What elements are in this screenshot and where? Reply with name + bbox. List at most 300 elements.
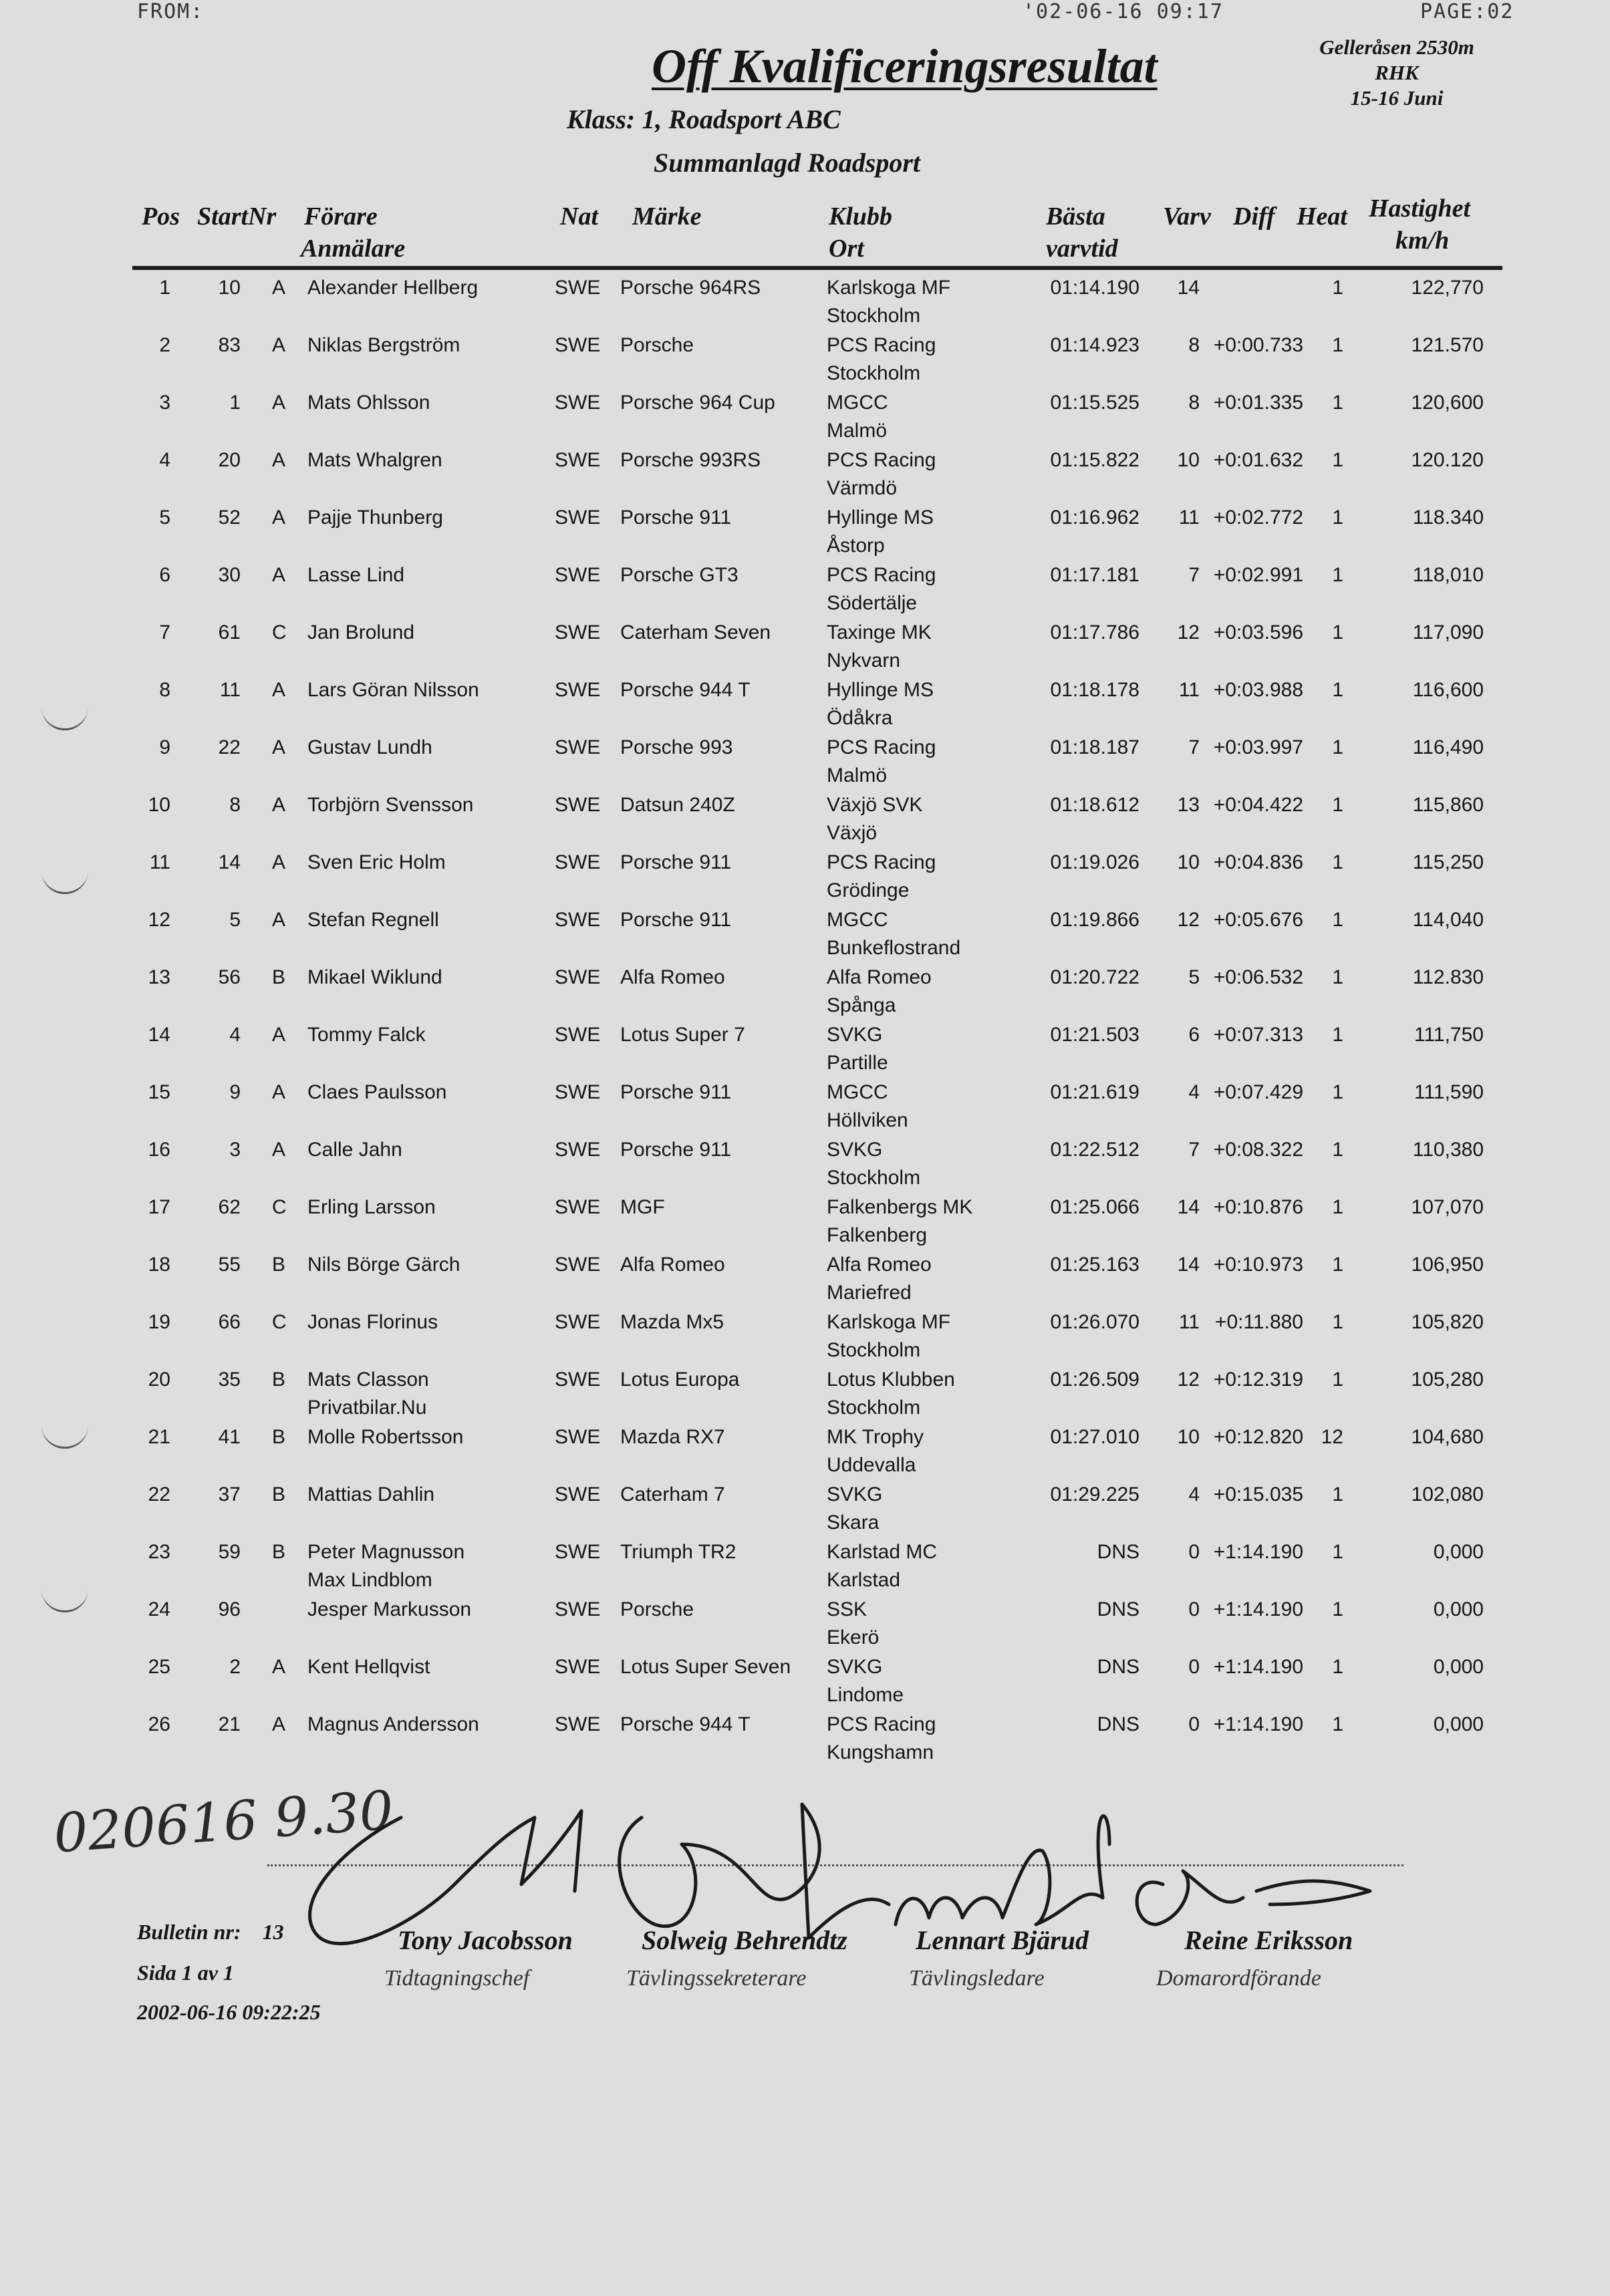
cell-car: Porsche 911: [620, 1081, 732, 1103]
cell-pos: 21: [148, 1426, 170, 1448]
cell-nat: SWE: [555, 736, 601, 758]
col-basta: Bästa: [1046, 202, 1105, 231]
table-row: [0, 619, 1610, 676]
cell-startnr: 11: [219, 679, 241, 701]
col-varvtid: varvtid: [1046, 235, 1118, 263]
cell-town: Lindome: [827, 1684, 904, 1706]
table-row: [0, 1653, 1610, 1711]
table-row: [0, 504, 1610, 561]
cell-heat: 12: [1321, 1426, 1343, 1448]
cell-car: Triumph TR2: [620, 1541, 736, 1563]
cell-heat: 1: [1332, 1541, 1343, 1563]
fax-datetime: '02-06-16 09:17: [1023, 0, 1224, 23]
cell-diff: +0:01.335: [1213, 392, 1303, 414]
venue-name: Gelleråsen 2530m: [1319, 35, 1474, 59]
cell-pos: 1: [159, 277, 170, 299]
cell-speed: 111,590: [1414, 1081, 1484, 1103]
cell-diff: +1:14.190: [1213, 1598, 1303, 1620]
cell-laps: 10: [1177, 851, 1200, 873]
cell-laps: 14: [1177, 1254, 1200, 1276]
cell-nat: SWE: [555, 621, 601, 643]
col-startnr: StartNr: [197, 202, 277, 231]
cell-car: Porsche 964RS: [620, 277, 761, 299]
cell-town: Kungshamn: [827, 1741, 934, 1763]
cell-car: Datsun 240Z: [620, 794, 735, 816]
cell-startnr: 35: [218, 1369, 241, 1391]
cell-town: Malmö: [827, 420, 888, 442]
cell-diff: +0:12.820: [1213, 1426, 1303, 1448]
cell-heat: 1: [1332, 449, 1343, 471]
bulletin-printed: 2002-06-16 09:22:25: [137, 2000, 321, 2024]
cell-startnr: 20: [218, 449, 241, 471]
cell-pos: 25: [148, 1656, 170, 1678]
cell-pos: 9: [159, 736, 170, 758]
class-line: Klass: 1, Roadsport ABC: [567, 104, 841, 134]
cell-club: Falkenbergs MK: [827, 1196, 973, 1218]
cell-heat: 1: [1332, 736, 1343, 758]
cell-town: Grödinge: [827, 879, 910, 901]
cell-best-lap: 01:20.722: [1050, 966, 1139, 988]
cell-town: Värmdö: [827, 477, 898, 499]
cell-car: MGF: [620, 1196, 665, 1218]
cell-diff: +1:14.190: [1213, 1656, 1303, 1678]
cell-nat: SWE: [555, 564, 601, 586]
cell-speed: 102,080: [1411, 1483, 1484, 1505]
cell-car: Mazda RX7: [620, 1426, 725, 1448]
cell-class: A: [272, 1656, 286, 1678]
cell-driver: Calle Jahn: [307, 1139, 402, 1161]
cell-nat: SWE: [555, 1081, 601, 1103]
cell-car: Lotus Super Seven: [620, 1656, 791, 1678]
col-kmh: km/h: [1395, 227, 1450, 255]
cell-heat: 1: [1332, 1656, 1343, 1678]
cell-best-lap: 01:18.612: [1050, 794, 1139, 816]
cell-nat: SWE: [555, 1713, 601, 1735]
cell-town: Falkenberg: [827, 1224, 928, 1246]
cell-pos: 14: [148, 1024, 170, 1046]
cell-club: Alfa Romeo: [827, 1254, 932, 1276]
table-row: [0, 1079, 1610, 1136]
cell-laps: 11: [1178, 679, 1200, 701]
cell-club: SVKG: [827, 1024, 883, 1046]
cell-car: Porsche GT3: [620, 564, 739, 586]
cell-diff: +0:03.596: [1213, 621, 1303, 643]
bulletin-page: Sida 1 av 1: [137, 1961, 234, 1985]
cell-club: Taxinge MK: [827, 621, 932, 643]
cell-diff: +0:05.676: [1213, 909, 1303, 931]
cell-laps: 11: [1178, 1311, 1200, 1333]
cell-club: PCS Racing: [827, 851, 936, 873]
cell-heat: 1: [1332, 1311, 1343, 1333]
cell-best-lap: 01:19.866: [1050, 909, 1139, 931]
table-row: [0, 964, 1610, 1021]
cell-town: Malmö: [827, 764, 888, 786]
col-nat: Nat: [560, 202, 598, 231]
cell-town: Partille: [827, 1052, 888, 1074]
cell-best-lap: 01:14.923: [1050, 334, 1139, 356]
table-row: [0, 1366, 1610, 1423]
cell-diff: +0:15.035: [1213, 1483, 1303, 1505]
cell-diff: +0:06.532: [1213, 966, 1303, 988]
table-row: [0, 1251, 1610, 1308]
cell-speed: 118,010: [1412, 564, 1484, 586]
cell-laps: 8: [1188, 334, 1200, 356]
cell-town: Ödåkra: [827, 707, 893, 729]
cell-class: B: [272, 966, 286, 988]
cell-best-lap: 01:25.163: [1050, 1254, 1139, 1276]
cell-town: Spånga: [827, 994, 896, 1016]
cell-heat: 1: [1332, 507, 1343, 529]
cell-heat: 1: [1332, 679, 1343, 701]
col-klubb: Klubb: [829, 202, 893, 231]
cell-startnr: 5: [229, 909, 241, 931]
cell-car: Porsche 911: [620, 1139, 732, 1161]
cell-speed: 121.570: [1411, 334, 1484, 356]
cell-best-lap: 01:18.178: [1050, 679, 1139, 701]
cell-speed: 105,820: [1411, 1311, 1484, 1333]
table-row: [0, 791, 1610, 849]
table-row: [0, 1711, 1610, 1768]
cell-laps: 7: [1188, 564, 1200, 586]
cell-best-lap: 01:26.070: [1050, 1311, 1139, 1333]
cell-speed: 115,860: [1412, 794, 1484, 816]
cell-driver: Erling Larsson: [307, 1196, 436, 1218]
cell-best-lap: 01:27.010: [1050, 1426, 1139, 1448]
cell-class: C: [272, 621, 287, 643]
cell-car: Porsche 911: [620, 507, 732, 529]
cell-pos: 12: [148, 909, 170, 931]
cell-laps: 5: [1188, 966, 1200, 988]
cell-car: Porsche: [620, 1598, 694, 1620]
cell-heat: 1: [1332, 966, 1343, 988]
table-row: [0, 849, 1610, 906]
cell-class: A: [272, 277, 286, 299]
header-rule: [132, 266, 1502, 270]
cell-nat: SWE: [555, 1598, 601, 1620]
table-row: [0, 1596, 1610, 1653]
cell-car: Porsche 944 T: [620, 679, 751, 701]
cell-diff: +0:10.876: [1213, 1196, 1303, 1218]
cell-pos: 20: [148, 1369, 170, 1391]
cell-club: PCS Racing: [827, 736, 936, 758]
cell-nat: SWE: [555, 1541, 601, 1563]
cell-heat: 1: [1332, 1024, 1343, 1046]
signatory-role: Tävlingsledare: [909, 1966, 1045, 1991]
cell-nat: SWE: [555, 1311, 601, 1333]
cell-heat: 1: [1332, 392, 1343, 414]
fax-from: FROM:: [137, 0, 205, 23]
cell-startnr: 1: [229, 392, 241, 414]
cell-pos: 18: [148, 1254, 170, 1276]
fax-page: PAGE:02: [1420, 0, 1514, 23]
cell-town: Stockholm: [827, 1397, 921, 1419]
cell-best-lap: DNS: [1097, 1598, 1139, 1620]
cell-town: Nykvarn: [827, 650, 901, 672]
cell-startnr: 9: [229, 1081, 241, 1103]
col-forare: Förare: [304, 202, 378, 231]
cell-heat: 1: [1332, 564, 1343, 586]
cell-town: Åstorp: [827, 535, 885, 557]
cell-driver: Mikael Wiklund: [307, 966, 442, 988]
cell-club: Alfa Romeo: [827, 966, 932, 988]
cell-heat: 1: [1332, 794, 1343, 816]
cell-pos: 16: [148, 1139, 170, 1161]
cell-nat: SWE: [555, 909, 601, 931]
table-row: [0, 274, 1610, 331]
cell-nat: SWE: [555, 334, 601, 356]
cell-heat: 1: [1332, 851, 1343, 873]
cell-nat: SWE: [555, 1254, 601, 1276]
col-varv: Varv: [1163, 202, 1211, 231]
page-title: Off Kvalificeringsresultat: [652, 39, 1158, 93]
cell-pos: 11: [149, 851, 170, 873]
cell-town: Ekerö: [827, 1626, 880, 1648]
cell-driver: Lars Göran Nilsson: [307, 679, 479, 701]
cell-laps: 4: [1188, 1081, 1200, 1103]
cell-best-lap: 01:15.525: [1050, 392, 1139, 414]
cell-pos: 4: [159, 449, 170, 471]
cell-pos: 6: [159, 564, 170, 586]
cell-pos: 26: [148, 1713, 170, 1735]
cell-class: A: [272, 392, 286, 414]
table-row: [0, 1308, 1610, 1366]
cell-laps: 14: [1177, 1196, 1200, 1218]
cell-nat: SWE: [555, 1369, 601, 1391]
cell-best-lap: 01:14.190: [1050, 277, 1139, 299]
cell-diff: +0:08.322: [1213, 1139, 1303, 1161]
cell-best-lap: 01:26.509: [1050, 1369, 1139, 1391]
cell-pos: 3: [159, 392, 170, 414]
cell-driver: Gustav Lundh: [307, 736, 432, 758]
cell-entrant: Privatbilar.Nu: [307, 1397, 427, 1419]
cell-class: A: [272, 1024, 286, 1046]
cell-class: A: [272, 679, 286, 701]
cell-class: B: [272, 1483, 286, 1505]
cell-startnr: 3: [229, 1139, 241, 1161]
cell-nat: SWE: [555, 392, 601, 414]
cell-pos: 13: [148, 966, 170, 988]
cell-heat: 1: [1332, 909, 1343, 931]
signatory-role: Tidtagningschef: [384, 1966, 530, 1991]
cell-club: PCS Racing: [827, 564, 936, 586]
cell-nat: SWE: [555, 449, 601, 471]
table-row: [0, 734, 1610, 791]
cell-driver: Jonas Florinus: [307, 1311, 438, 1333]
cell-entrant: Max Lindblom: [307, 1569, 432, 1591]
cell-startnr: 4: [229, 1024, 241, 1046]
cell-car: Caterham 7: [620, 1483, 725, 1505]
cell-class: B: [272, 1254, 286, 1276]
signatory-name: Solweig Behrendtz: [642, 1925, 847, 1955]
cell-speed: 105,280: [1411, 1369, 1484, 1391]
cell-club: PCS Racing: [827, 1713, 936, 1735]
cell-startnr: 14: [218, 851, 241, 873]
col-heat: Heat: [1297, 202, 1347, 231]
cell-speed: 0,000: [1433, 1598, 1484, 1620]
cell-best-lap: 01:16.962: [1050, 507, 1139, 529]
cell-diff: +1:14.190: [1213, 1713, 1303, 1735]
venue-date: 15-16 Juni: [1350, 86, 1444, 110]
cell-best-lap: 01:15.822: [1050, 449, 1139, 471]
cell-best-lap: DNS: [1097, 1541, 1139, 1563]
cell-startnr: 59: [218, 1541, 241, 1563]
signatory-name: Reine Eriksson: [1184, 1925, 1353, 1955]
cell-best-lap: 01:29.225: [1050, 1483, 1139, 1505]
signatory-name: Lennart Bjärud: [916, 1925, 1089, 1955]
cell-best-lap: 01:17.181: [1050, 564, 1139, 586]
cell-best-lap: DNS: [1097, 1713, 1139, 1735]
cell-laps: 4: [1188, 1483, 1200, 1505]
cell-car: Porsche 944 T: [620, 1713, 751, 1735]
cell-club: Hyllinge MS: [827, 679, 934, 701]
cell-club: PCS Racing: [827, 449, 936, 471]
cell-pos: 2: [159, 334, 170, 356]
cell-nat: SWE: [555, 1196, 601, 1218]
col-hastighet: Hastighet: [1369, 194, 1471, 223]
cell-laps: 7: [1188, 1139, 1200, 1161]
cell-heat: 1: [1332, 1081, 1343, 1103]
cell-town: Växjö: [827, 822, 878, 844]
cell-town: Karlstad: [827, 1569, 901, 1591]
cell-driver: Mats Ohlsson: [307, 392, 430, 414]
cell-best-lap: 01:21.503: [1050, 1024, 1139, 1046]
cell-laps: 6: [1188, 1024, 1200, 1046]
cell-heat: 1: [1332, 621, 1343, 643]
subtitle: Summanlagd Roadsport: [654, 148, 921, 178]
cell-car: Porsche 993: [620, 736, 733, 758]
cell-town: Höllviken: [827, 1109, 908, 1131]
table-row: [0, 1021, 1610, 1079]
cell-nat: SWE: [555, 794, 601, 816]
cell-speed: 112.830: [1412, 966, 1484, 988]
cell-speed: 116,490: [1412, 736, 1484, 758]
cell-diff: +0:03.988: [1213, 679, 1303, 701]
cell-laps: 0: [1188, 1541, 1200, 1563]
cell-class: B: [272, 1541, 286, 1563]
cell-best-lap: 01:25.066: [1050, 1196, 1139, 1218]
cell-diff: +0:02.772: [1213, 507, 1303, 529]
cell-laps: 12: [1177, 621, 1200, 643]
cell-club: MGCC: [827, 1081, 888, 1103]
table-row: [0, 1423, 1610, 1481]
bulletin-nr: 13: [262, 1920, 284, 1944]
cell-town: Stockholm: [827, 362, 921, 384]
cell-class: C: [272, 1196, 287, 1218]
table-row: [0, 389, 1610, 446]
cell-driver: Claes Paulsson: [307, 1081, 447, 1103]
cell-driver: Jan Brolund: [307, 621, 415, 643]
bulletin-nr-label: Bulletin nr:: [137, 1920, 241, 1944]
cell-speed: 104,680: [1411, 1426, 1484, 1448]
cell-driver: Mattias Dahlin: [307, 1483, 435, 1505]
cell-pos: 19: [148, 1311, 170, 1333]
cell-nat: SWE: [555, 1024, 601, 1046]
cell-car: Lotus Super 7: [620, 1024, 745, 1046]
cell-class: A: [272, 507, 286, 529]
cell-car: Porsche: [620, 334, 694, 356]
cell-best-lap: 01:22.512: [1050, 1139, 1139, 1161]
cell-diff: +0:10.973: [1213, 1254, 1303, 1276]
cell-best-lap: 01:21.619: [1050, 1081, 1139, 1103]
cell-startnr: 56: [218, 966, 241, 988]
cell-pos: 5: [159, 507, 170, 529]
table-row: [0, 906, 1610, 964]
cell-driver: Stefan Regnell: [307, 909, 439, 931]
cell-nat: SWE: [555, 1656, 601, 1678]
cell-laps: 7: [1188, 736, 1200, 758]
cell-laps: 8: [1188, 392, 1200, 414]
cell-town: Mariefred: [827, 1282, 912, 1304]
cell-laps: 0: [1188, 1598, 1200, 1620]
cell-car: Porsche 964 Cup: [620, 392, 775, 414]
col-marke: Märke: [632, 202, 702, 231]
table-row: [0, 1136, 1610, 1193]
cell-driver: Molle Robertsson: [307, 1426, 464, 1448]
table-row: [0, 1193, 1610, 1251]
cell-pos: 10: [148, 794, 170, 816]
cell-town: Bunkeflostrand: [827, 937, 961, 959]
cell-heat: 1: [1332, 1369, 1343, 1391]
cell-speed: 115,250: [1412, 851, 1484, 873]
cell-nat: SWE: [555, 679, 601, 701]
cell-heat: 1: [1332, 1196, 1343, 1218]
cell-driver: Lasse Lind: [307, 564, 405, 586]
venue-organizer: RHK: [1375, 61, 1419, 84]
cell-laps: 13: [1177, 794, 1200, 816]
table-row: [0, 561, 1610, 619]
cell-class: A: [272, 1081, 286, 1103]
cell-club: Lotus Klubben: [827, 1369, 955, 1391]
cell-laps: 10: [1177, 449, 1200, 471]
cell-class: A: [272, 851, 286, 873]
cell-startnr: 52: [218, 507, 241, 529]
cell-car: Alfa Romeo: [620, 966, 725, 988]
table-row: [0, 1538, 1610, 1596]
cell-club: SSK: [827, 1598, 867, 1620]
cell-club: Hyllinge MS: [827, 507, 934, 529]
cell-nat: SWE: [555, 277, 601, 299]
cell-driver: Kent Hellqvist: [307, 1656, 430, 1678]
signature-bjarud: [896, 1816, 1109, 1924]
cell-heat: 1: [1332, 1713, 1343, 1735]
cell-speed: 116,600: [1412, 679, 1484, 701]
cell-laps: 11: [1178, 507, 1200, 529]
cell-speed: 106,950: [1411, 1254, 1484, 1276]
cell-diff: +0:12.319: [1213, 1369, 1303, 1391]
cell-diff: +0:02.991: [1213, 564, 1303, 586]
cell-startnr: 62: [218, 1196, 241, 1218]
col-anmalare: Anmälare: [301, 235, 406, 263]
cell-diff: +0:11.880: [1214, 1311, 1303, 1333]
cell-club: PCS Racing: [827, 334, 936, 356]
cell-club: MGCC: [827, 909, 888, 931]
cell-speed: 117,090: [1412, 621, 1484, 643]
cell-nat: SWE: [555, 1426, 601, 1448]
signatory-role: Domarordförande: [1156, 1966, 1321, 1991]
cell-diff: +0:01.632: [1213, 449, 1303, 471]
cell-club: SVKG: [827, 1139, 883, 1161]
cell-pos: 23: [148, 1541, 170, 1563]
cell-startnr: 8: [229, 794, 241, 816]
cell-startnr: 41: [218, 1426, 241, 1448]
cell-speed: 120.120: [1411, 449, 1484, 471]
cell-driver: Sven Eric Holm: [307, 851, 446, 873]
cell-driver: Nils Börge Gärch: [307, 1254, 460, 1276]
cell-laps: 0: [1188, 1656, 1200, 1678]
table-row: [0, 1481, 1610, 1538]
cell-diff: +0:07.313: [1213, 1024, 1303, 1046]
cell-diff: +0:04.836: [1213, 851, 1303, 873]
